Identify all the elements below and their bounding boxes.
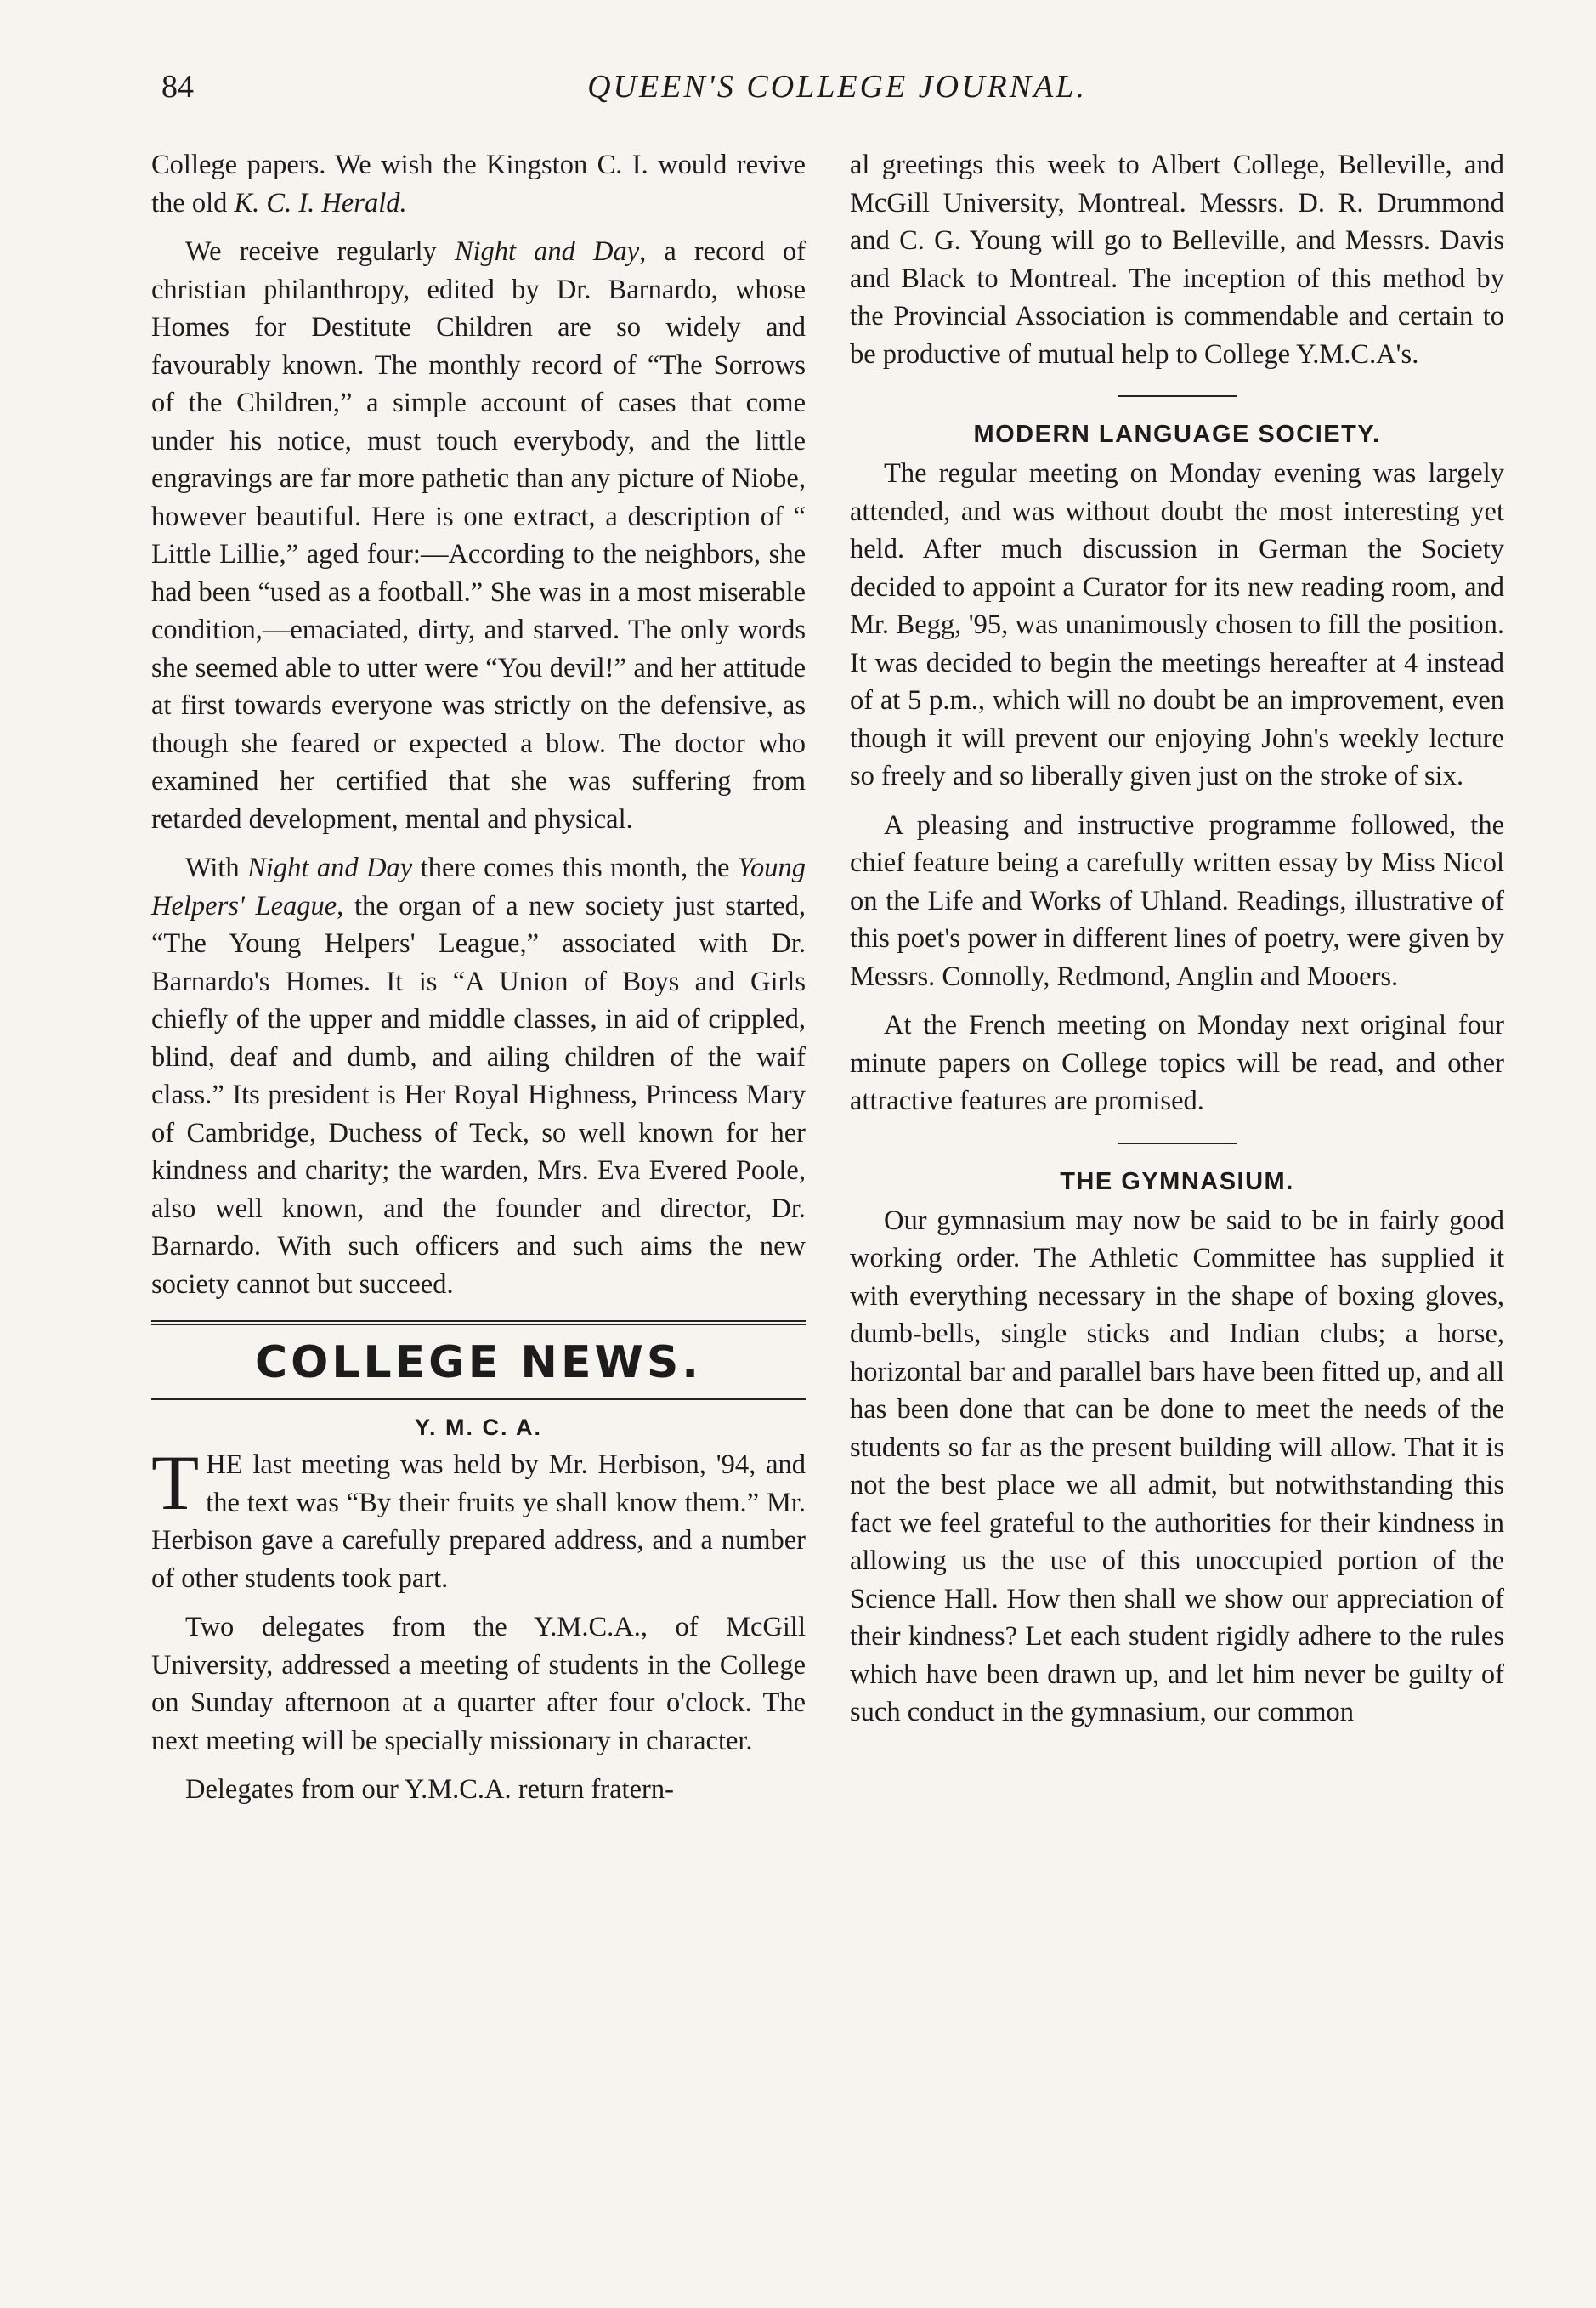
paragraph-ymca-meeting: THE last meeting was held by Mr. Herbison, '94, and the text was “By their fruits ye shall know them.” Mr. Herbison gave a carefully prepared address, and a number of other students took part. [151,1439,806,1594]
right-column [850,146,1504,1743]
section-divider [1118,1143,1237,1144]
paragraph-modern-meeting: The regular meeting on Monday evening was largely attended, and was without doubt the most interesting yet held. After much discussion in German the Society decided to appoint a Curator for its new reading room, and Mr. Begg, '95, was unanimously chosen to fill the position. It was decided to begin the meetings hereafter at 4 instead of at 5 p.m., which will no doubt be an improvement, even though it will prevent our enjoying John's weekly lecture so freely and so liberally given just on the stroke of six. [850,458,1504,791]
paragraph-fraternal-greetings: al greetings this week to Albert College, Belleville, and McGill University, Montreal. Messrs. D. R. Drummond and C. G. Young will go to Belleville, and Messrs. Davis and Black to Montreal. The inception of this method by the Provincial Association is commendable and certain to be productive of mutual help to College Y.M.C.A's. [850,150,1504,370]
ymca-heading: Y. M. C. A. [414,1415,542,1440]
page-number: 84 [161,69,194,105]
left-column [151,146,806,1820]
modern-language-heading: MODERN LANGUAGE SOCIETY. [973,421,1381,448]
paragraph-modern-programme: A pleasing and instructive programme followed, the chief feature being a carefully written essay by Miss Nicol on the Life and Works of Uhland. Readings, illustrative of this poet's power in different lines of poetry, were given by Messrs. Connolly, Redmond, Anglin and Mooers. [850,809,1504,992]
paragraph-ymca-fraternal: Delegates from our Y.M.C.A. return fratern- [185,1774,674,1805]
title-underline [151,1398,806,1400]
paragraph-french-meeting: At the French meeting on Monday next original four minute papers on College topics will be read, and other attractive features are promised. [850,1010,1504,1116]
paragraph-young-helpers-league: With Night and Day there comes this month, the Young Helpers' League, the organ of a new society just started, “The Young Helpers' League,” associated with Dr. Barnardo's Homes. It is “A Union of Boys and Girls chiefly of the upper and middle classes, in aid of crippled, blind, deaf and dumb, and ailing children of the waif class.” Its president is Her Royal Highness, Princess Mary of Cambridge, Duchess of Teck, so well known for her kindness and charity; the warden, Mrs. Eva Evered Poole, also well known, and the founder and director, Dr. Barnardo. With such officers and such aims the new society cannot but succeed. [151,853,806,1300]
gymnasium-heading: THE GYMNASIUM. [1060,1167,1294,1195]
paragraph-night-and-day: We receive regularly Night and Day, a record of christian philanthropy, edited by Dr. Barnardo, whose Homes for Destitute Children are so widely and favourably known. The monthly record of “The Sorrows of the Children,” a simple account of cases that come under his notice, must touch everybody, and the little engravings are far more pathetic than any picture of Niobe, however beautiful. Here is one extract, a description of “ Little Lillie,” aged four:—According to the neighbors, she had been “used as a football.” She was in a most miserable condition,—emaciated, dirty, and starved. The only words she seemed able to utter were “You devil!” and her attitude at first towards everyone was strictly on the defensive, as though she feared or expected a blow. The doctor who examined her certified that she was suffering from retarded development, mental and physical. [151,236,806,835]
college-news-title: COLLEGE NEWS. [254,1337,703,1388]
drop-cap: T [151,1439,200,1526]
paragraph-gymnasium: Our gymnasium may now be said to be in fairly good working order. The Athletic Committee has supplied it with everything necessary in the shape of boxing gloves, dumb-bells, single sticks and Indian clubs; a horse, horizontal bar and parallel bars have been fitted up, and all has been done that can be done to meet the needs of the students so far as the present building will allow. That it is not the best place we all admit, but notwithstanding this fact we feel grateful to the authorities for their kindness in allowing us the use of this unoccupied portion of the Science Hall. How then shall we show our appreciation of their kindness? Let each student rigidly adhere to the rules which have been drawn up, and let him never be guilty of such conduct in the gymnasium, our common [850,1205,1504,1727]
journal-title: QUEEN'S COLLEGE JOURNAL. [587,69,1087,105]
paragraph-ymca-delegates: Two delegates from the Y.M.C.A., of McGill University, addressed a meeting of students in the College on Sunday afternoon at a quarter after four o'clock. The next meeting will be specially missionary in character. [151,1612,806,1756]
section-divider [151,1320,806,1325]
paragraph-college-papers: College papers. We wish the Kingston C. I. would revive the old K. C. I. Herald. [151,150,806,218]
section-divider [1118,395,1237,397]
page-header [161,68,1513,119]
